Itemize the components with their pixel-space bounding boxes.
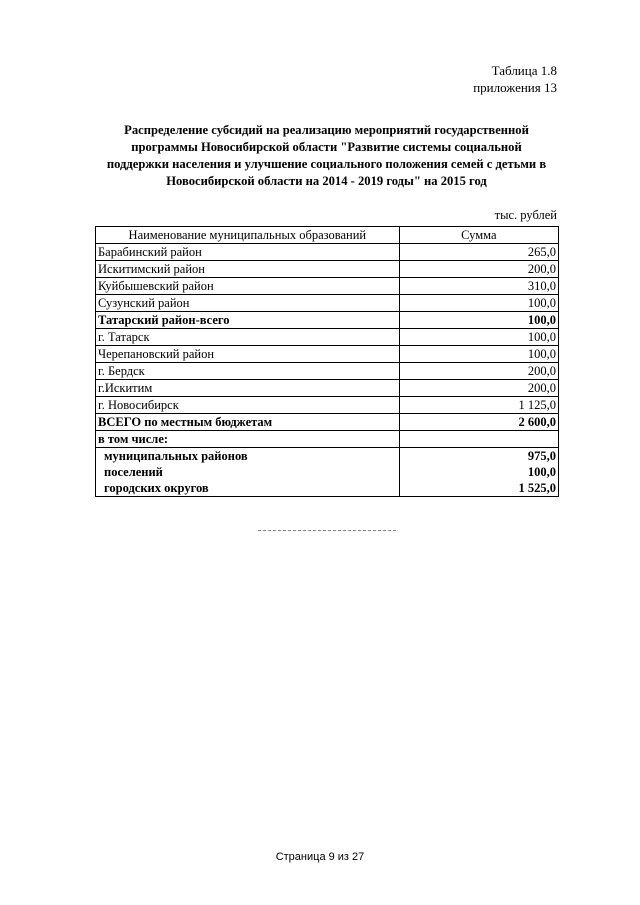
row-name: Татарский район-всего bbox=[96, 312, 400, 329]
table-row-subtotal bbox=[96, 312, 559, 329]
document-heading bbox=[95, 122, 558, 190]
table-row-breakdown bbox=[96, 480, 559, 497]
row-sum bbox=[399, 431, 558, 448]
row-name: г. Бердск bbox=[96, 363, 400, 380]
row-name: ВСЕГО по местным бюджетам bbox=[96, 414, 400, 431]
row-name: Куйбышевский район bbox=[96, 278, 400, 295]
heading-line: программы Новосибирской области "Развитие системы социальной bbox=[131, 140, 522, 154]
table-header-row bbox=[96, 227, 559, 244]
table-number: Таблица 1.8 bbox=[491, 63, 557, 78]
table-row bbox=[96, 380, 559, 397]
row-name: г.Искитим bbox=[96, 380, 400, 397]
table-row bbox=[96, 244, 559, 261]
appendix-reference: приложения 13 bbox=[473, 80, 557, 95]
table-row-including bbox=[96, 431, 559, 448]
table-row bbox=[96, 329, 559, 346]
row-sum: 200,0 bbox=[399, 380, 558, 397]
row-sum: 975,0 bbox=[399, 448, 558, 465]
table-row-breakdown bbox=[96, 448, 559, 465]
column-header-name: Наименование муниципальных образований bbox=[96, 227, 400, 244]
row-sum: 1 525,0 bbox=[399, 480, 558, 497]
row-sum: 100,0 bbox=[399, 312, 558, 329]
row-name: в том числе: bbox=[96, 431, 400, 448]
table-row bbox=[96, 261, 559, 278]
section-divider bbox=[258, 530, 396, 531]
row-name: Искитимский район bbox=[96, 261, 400, 278]
row-name: муниципальных районов bbox=[96, 448, 400, 465]
table-row bbox=[96, 278, 559, 295]
row-sum: 200,0 bbox=[399, 261, 558, 278]
row-sum: 1 125,0 bbox=[399, 397, 558, 414]
table-row bbox=[96, 295, 559, 312]
row-sum: 200,0 bbox=[399, 363, 558, 380]
heading-line: Распределение субсидий на реализацию мероприятий государственной bbox=[124, 123, 529, 137]
row-sum: 100,0 bbox=[399, 346, 558, 363]
row-name: г. Татарск bbox=[96, 329, 400, 346]
row-name: Сузунский район bbox=[96, 295, 400, 312]
row-name: Черепановский район bbox=[96, 346, 400, 363]
row-sum: 100,0 bbox=[399, 295, 558, 312]
table-row-total bbox=[96, 414, 559, 431]
table-row-breakdown bbox=[96, 464, 559, 480]
row-sum: 100,0 bbox=[399, 464, 558, 480]
row-name: Барабинский район bbox=[96, 244, 400, 261]
heading-line: Новосибирской области на 2014 - 2019 годы" на 2015 год bbox=[166, 174, 487, 188]
table-row bbox=[96, 363, 559, 380]
row-sum: 2 600,0 bbox=[399, 414, 558, 431]
column-header-sum: Сумма bbox=[399, 227, 558, 244]
row-name: г. Новосибирск bbox=[96, 397, 400, 414]
row-name: поселений bbox=[96, 464, 400, 480]
subsidy-table bbox=[95, 226, 559, 497]
page-number: Страница 9 из 27 bbox=[275, 851, 365, 863]
row-name: городских округов bbox=[96, 480, 400, 497]
row-sum: 265,0 bbox=[399, 244, 558, 261]
table-row bbox=[96, 397, 559, 414]
table-row bbox=[96, 346, 559, 363]
heading-line: поддержки населения и улучшение социального положения семей с детьми в bbox=[106, 157, 547, 171]
row-sum: 310,0 bbox=[399, 278, 558, 295]
row-sum: 100,0 bbox=[399, 329, 558, 346]
units-label: тыс. рублей bbox=[494, 208, 557, 222]
